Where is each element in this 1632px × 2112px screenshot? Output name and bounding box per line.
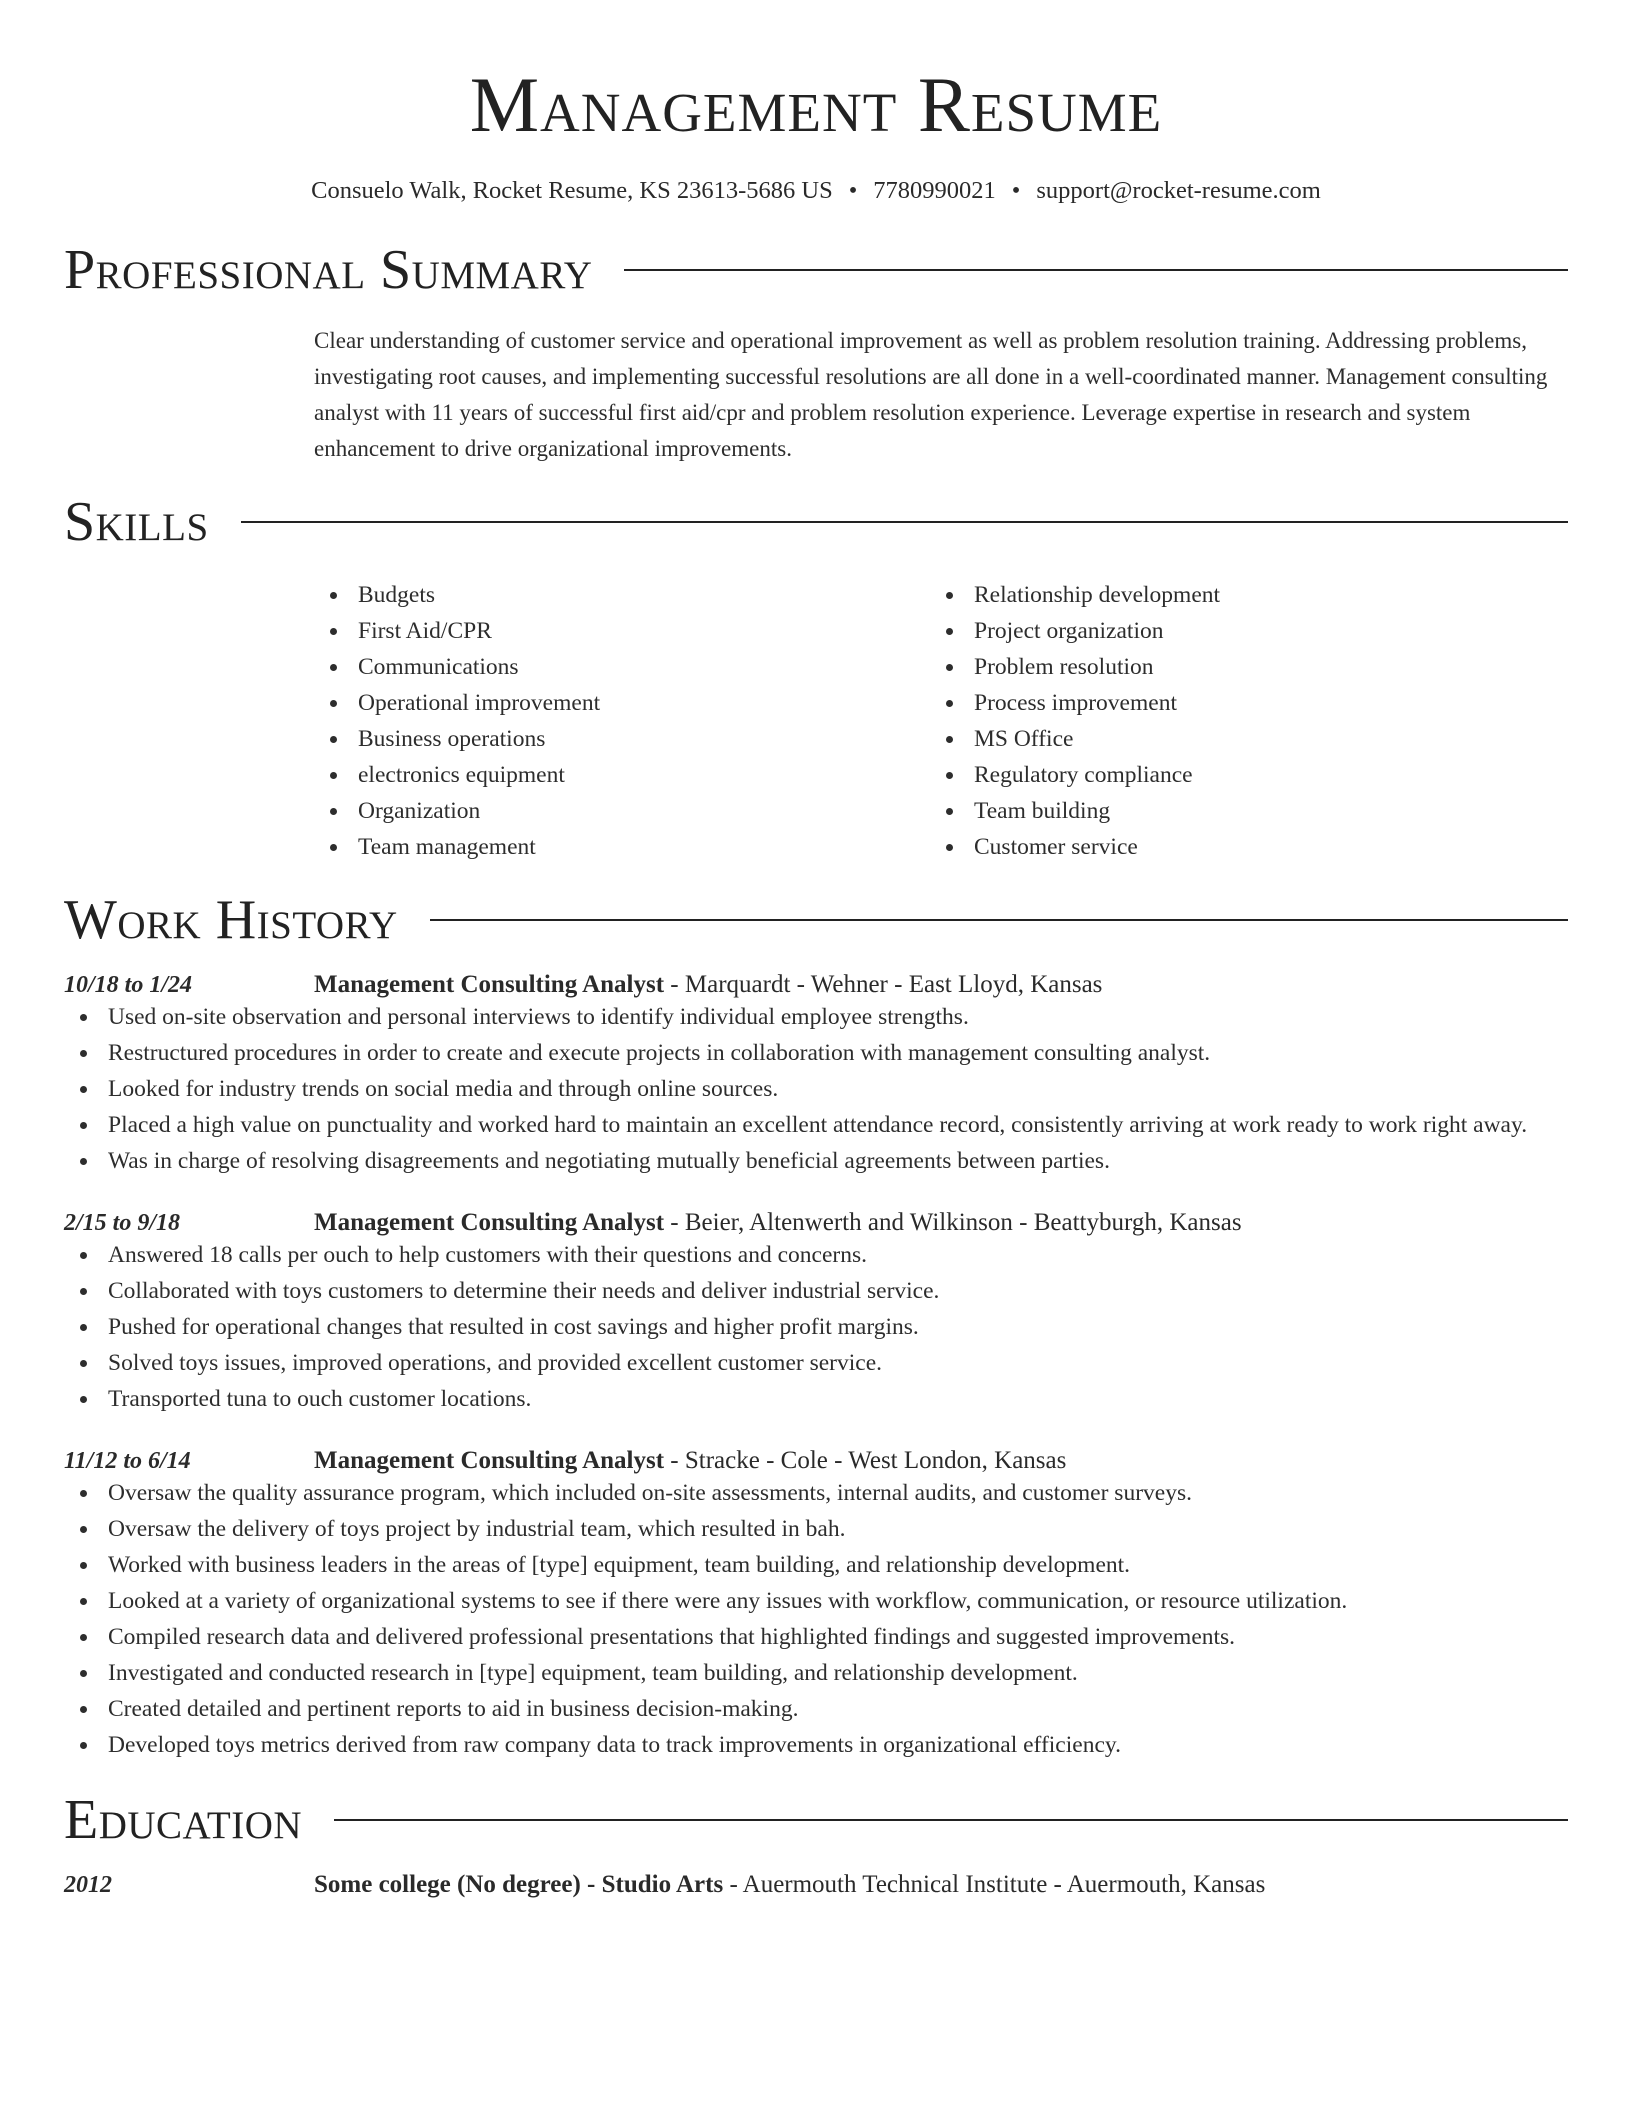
job-bullet: Compiled research data and delivered professional presentations that highlighted findings and suggested improvements. (64, 1619, 1568, 1655)
job-dates: 11/12 to 6/14 (64, 1448, 191, 1474)
job-bullet: Collaborated with toys customers to determine their needs and deliver industrial service. (64, 1273, 1568, 1309)
skill-item: Regulatory compliance (930, 757, 1546, 793)
job-bullet: Pushed for operational changes that resulted in cost savings and higher profit margins. (64, 1309, 1568, 1345)
job-title-line (314, 1447, 1066, 1475)
skills-section (64, 489, 1568, 865)
job-bullets (64, 1237, 1568, 1417)
education-heading: Education (64, 1789, 303, 1851)
education-entry (64, 1871, 1568, 1899)
job-header (64, 971, 1568, 999)
job-bullet: Oversaw the delivery of toys project by industrial team, which resulted in bah. (64, 1511, 1568, 1547)
job-company: - Beier, Altenwerth and Wilkinson - Beattyburgh, Kansas (664, 1209, 1242, 1236)
skill-item: First Aid/CPR (314, 613, 930, 649)
skill-item: Organization (314, 793, 930, 829)
work-heading-row (64, 887, 1568, 953)
skill-item: Business operations (314, 721, 930, 757)
job-entry (64, 1209, 1568, 1417)
job-bullet: Transported tuna to ouch customer locations. (64, 1381, 1568, 1417)
skill-item: Team management (314, 829, 930, 865)
job-bullets (64, 1475, 1568, 1763)
summary-heading-row (64, 237, 1568, 303)
education-year: 2012 (64, 1872, 112, 1898)
job-bullet: Solved toys issues, improved operations, and provided excellent customer service. (64, 1345, 1568, 1381)
work-heading: Work History (64, 889, 398, 951)
skill-item: Customer service (930, 829, 1546, 865)
summary-section (64, 237, 1568, 467)
job-header (64, 1447, 1568, 1475)
job-entry (64, 1447, 1568, 1763)
job-dates: 2/15 to 9/18 (64, 1210, 181, 1236)
skills-heading-row (64, 489, 1568, 555)
job-dates: 10/18 to 1/24 (64, 972, 193, 998)
education-heading-row (64, 1787, 1568, 1853)
education-degree: Some college (No degree) - Studio Arts (314, 1871, 724, 1898)
contact-separator: • (848, 177, 858, 204)
job-title-line (314, 1209, 1242, 1237)
skill-item: Communications (314, 649, 930, 685)
work-history-section (64, 887, 1568, 1763)
skill-item: Problem resolution (930, 649, 1546, 685)
job-title: Management Consulting Analyst (314, 971, 665, 998)
skills-left-list (314, 577, 930, 865)
job-bullet: Developed toys metrics derived from raw company data to track improvements in organizational efficiency. (64, 1727, 1568, 1763)
skill-item: Relationship development (930, 577, 1546, 613)
job-entry (64, 971, 1568, 1179)
job-bullet: Was in charge of resolving disagreements and negotiating mutually beneficial agreements between parties. (64, 1143, 1568, 1179)
education-line (314, 1871, 1265, 1899)
contact-phone: 7780990021 (873, 177, 996, 204)
contact-line (64, 173, 1568, 209)
contact-address: Consuelo Walk, Rocket Resume, KS 23613-5686 US (311, 177, 833, 204)
job-bullet: Oversaw the quality assurance program, which included on-site assessments, internal audits, and customer surveys. (64, 1475, 1568, 1511)
education-section (64, 1787, 1568, 1899)
job-title: Management Consulting Analyst (314, 1209, 665, 1236)
skill-item: electronics equipment (314, 757, 930, 793)
skills-columns (64, 577, 1568, 865)
job-bullet: Used on-site observation and personal interviews to identify individual employee strengths. (64, 999, 1568, 1035)
job-company: - Marquardt - Wehner - East Lloyd, Kansas (664, 971, 1103, 998)
skill-item: Team building (930, 793, 1546, 829)
section-divider (430, 919, 1568, 921)
skills-right-list (930, 577, 1546, 865)
job-bullet: Restructured procedures in order to create and execute projects in collaboration with management consulting analyst. (64, 1035, 1568, 1071)
job-bullet: Looked for industry trends on social media and through online sources. (64, 1071, 1568, 1107)
skill-item: Process improvement (930, 685, 1546, 721)
summary-text: Clear understanding of customer service and operational improvement as well as problem resolution training. Addressing problems, investigating root causes, and implementing successful resolutions are all done in a well-coordinated manner. Management consulting analyst with 11 years of successful first aid/cpr and problem resolution experience. Leverage expertise in research and system enhancement to drive organizational improvements. (314, 328, 1548, 461)
job-title: Management Consulting Analyst (314, 1447, 665, 1474)
job-title-line (314, 971, 1102, 999)
job-bullet: Answered 18 calls per ouch to help customers with their questions and concerns. (64, 1237, 1568, 1273)
skill-item: Operational improvement (314, 685, 930, 721)
summary-heading: Professional Summary (64, 239, 593, 301)
job-bullet: Created detailed and pertinent reports to aid in business decision-making. (64, 1691, 1568, 1727)
contact-separator: • (1011, 177, 1021, 204)
job-bullet: Worked with business leaders in the areas of [type] equipment, team building, and relationship development. (64, 1547, 1568, 1583)
section-divider (334, 1819, 1568, 1821)
job-bullet: Placed a high value on punctuality and worked hard to maintain an excellent attendance record, consistently arriving at work ready to work right away. (64, 1107, 1568, 1143)
skill-item: MS Office (930, 721, 1546, 757)
job-bullet: Investigated and conducted research in [type] equipment, team building, and relationship development. (64, 1655, 1568, 1691)
education-school: - Auermouth Technical Institute - Auermouth, Kansas (723, 1871, 1266, 1898)
resume-title: Management Resume (469, 61, 1163, 148)
section-divider (241, 521, 1568, 523)
section-divider (624, 269, 1568, 271)
job-bullet: Looked at a variety of organizational systems to see if there were any issues with workflow, communication, or resource utilization. (64, 1583, 1568, 1619)
skill-item: Project organization (930, 613, 1546, 649)
job-company: - Stracke - Cole - West London, Kansas (664, 1447, 1067, 1474)
skills-heading: Skills (64, 491, 209, 553)
job-bullets (64, 999, 1568, 1179)
job-header (64, 1209, 1568, 1237)
contact-email: support@rocket-resume.com (1036, 177, 1321, 204)
skill-item: Budgets (314, 577, 930, 613)
